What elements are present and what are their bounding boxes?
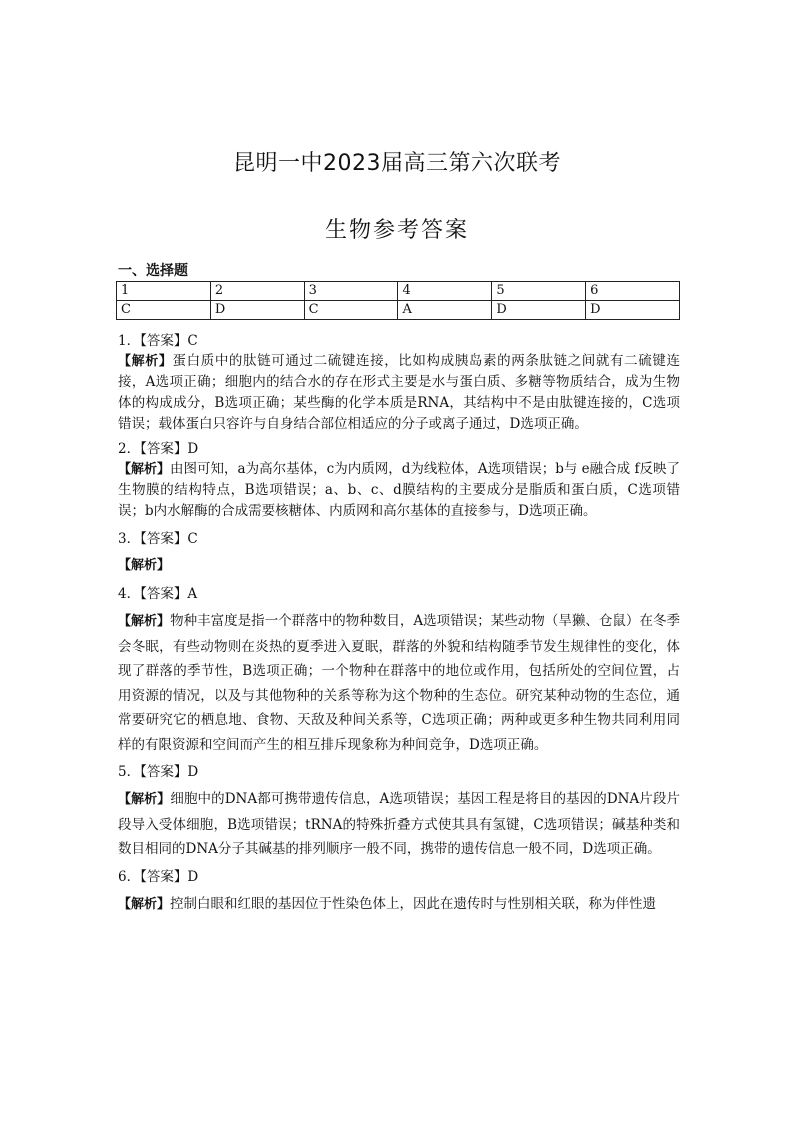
answer-explanations	[118, 331, 680, 917]
explanation-1	[118, 351, 680, 435]
answer-line-3: 3．【答案】C	[118, 531, 198, 547]
explanation-text: 细胞中的DNA都可携带遗传信息，A选项错误；基因工程是将目的基因的DNA片段片段导入受体细胞，B选项错误；tRNA的特殊折叠方式使其具有氢键，C选项错误；碱基种类和数目相同的DNA分子其碱基的排列顺序一般不同，携带的遗传信息一般不同，D选项正确。	[118, 791, 680, 857]
explanation-label: 【解析】	[118, 792, 171, 807]
table-cell: C	[117, 301, 211, 320]
table-cell: 4	[398, 282, 492, 301]
explanation-text: 蛋白质中的肽链可通过二硫键连接，比如构成胰岛素的两条肽链之间就有二硫键连接，A选项正确；细胞内的结合水的存在形式主要是水与蛋白质、多糖等物质结合，成为生物体的构成成分，B选项正确；某些酶的化学本质是RNA，其结构中不是由肽键连接的，C选项错误；载体蛋白只容许与自身结合部位相适应的分子或离子通过，D选项正确。	[118, 353, 680, 432]
explanation-text: 物种丰富度是指一个群落中的物种数目，A选项错误；某些动物（旱獭、仓鼠）在冬季会冬眠，有些动物则在炎热的夏季进入夏眠，群落的外貌和结构随季节发生规律性的变化，体现了群落的季节性，B选项正确；一个物种在群落中的地位或作用，包括所处的空间位置，占用资源的情况，以及与其他物种的关系等称为这个物种的生态位。研究某种动物的生态位，通常要研究它的栖息地、食物、天敌及种间关系等，C选项正确；两种或更多种生物共同利用同样的有限资源和空间而产生的相互排斥现象称为种间竞争，D选项正确。	[118, 613, 680, 753]
answer-line-5: 5．【答案】D	[118, 764, 199, 780]
answer-line-2: 2．【答案】D	[118, 441, 199, 457]
answer-line-1: 1．【答案】C	[118, 333, 198, 349]
explanation-label: 【解析】	[118, 614, 171, 629]
explanation-label: 【解析】	[118, 462, 171, 477]
table-cell: 5	[492, 282, 586, 301]
answer-line-4: 4．【答案】A	[118, 586, 198, 602]
explanation-text: 控制白眼和红眼的基因位于性染色体上，因此在遗传时与性别相关联，称为伴性遗	[170, 895, 657, 912]
table-cell: 6	[586, 282, 680, 301]
answer-line-6: 6．【答案】D	[118, 868, 199, 885]
table-cell: D	[210, 301, 304, 320]
explanation-2	[118, 459, 680, 522]
section-heading: 一、选择题	[118, 263, 188, 279]
table-row-numbers	[117, 282, 680, 301]
table-cell: D	[492, 301, 586, 320]
explanation-label: 【解析】	[118, 558, 171, 573]
explanation-text: 由图可知，a为高尔基体，c为内质网，d为线粒体，A选项错误；b与 e融合成 f反映了生物膜的结构特点，B选项错误；a、b、c、d膜结构的主要成分是脂质和蛋白质，C选项错误；b内水解酶的合成需要核糖体、内质网和高尔基体的直接参与，D选项正确。	[118, 461, 680, 519]
explanation-4	[118, 609, 680, 757]
table-row-answers	[117, 301, 680, 320]
explanation-6	[118, 892, 680, 918]
table-cell: A	[398, 301, 492, 320]
table-cell: 3	[304, 282, 398, 301]
explanation-label: 【解析】	[118, 896, 171, 912]
table-cell: 2	[210, 282, 304, 301]
page-subtitle: 生物参考答案	[324, 218, 469, 243]
explanation-label: 【解析】	[118, 354, 173, 369]
page-title: 昆明一中2023届高三第六次联考	[233, 151, 561, 176]
explanation-5	[118, 787, 680, 862]
table-cell: D	[586, 301, 680, 320]
answer-table	[116, 281, 680, 320]
table-cell: C	[304, 301, 398, 320]
explanation-3	[118, 552, 680, 579]
table-cell: 1	[117, 282, 211, 301]
